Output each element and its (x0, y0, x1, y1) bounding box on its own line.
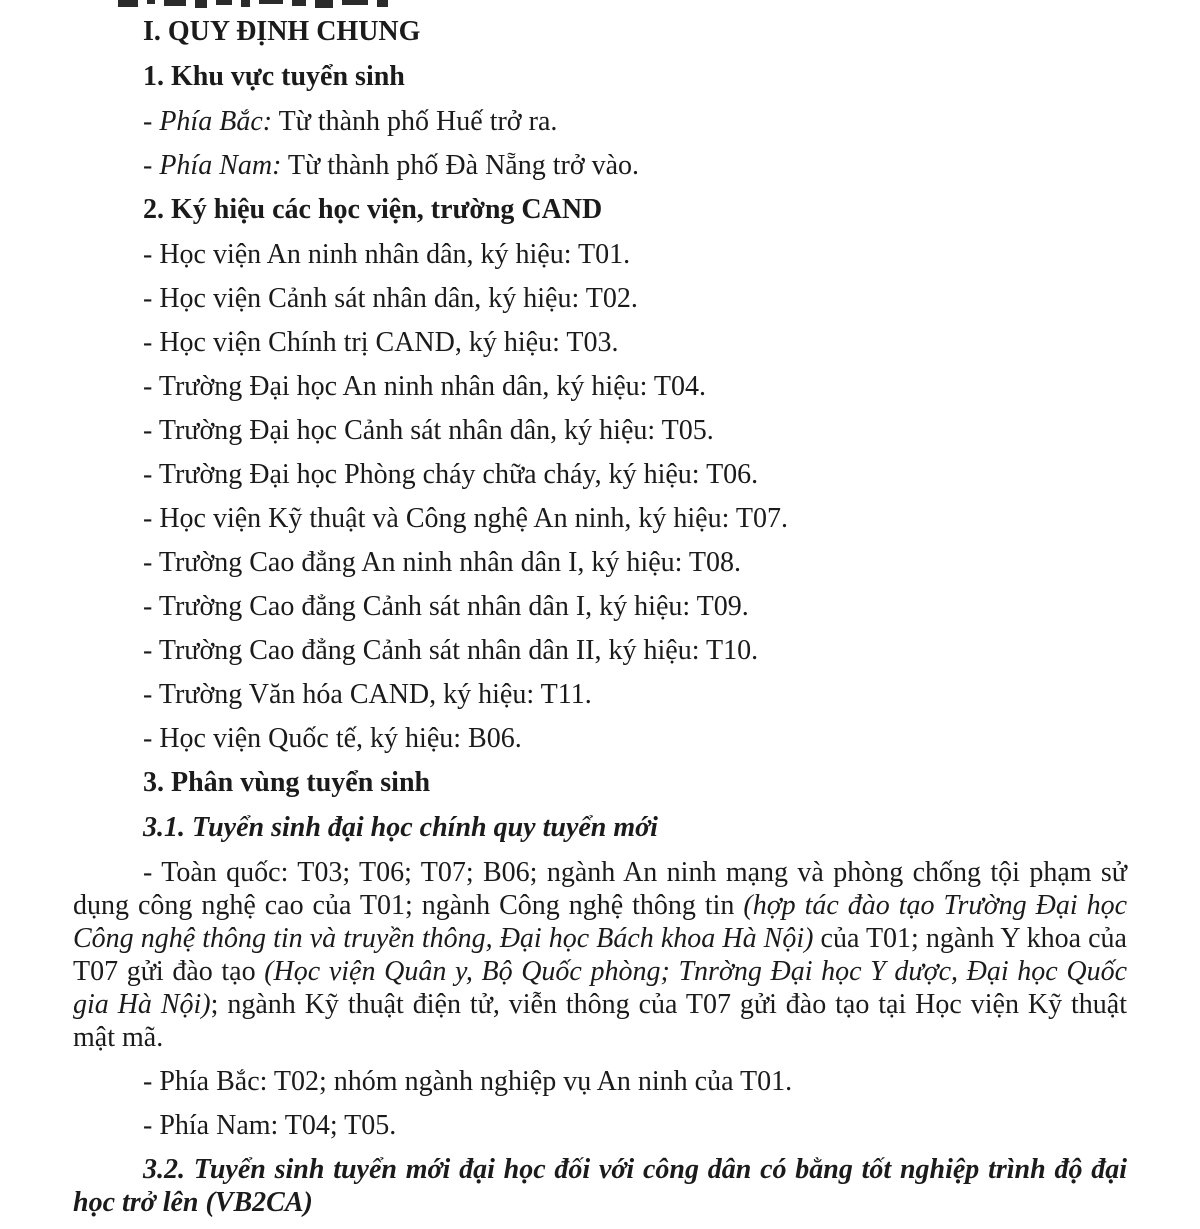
heading-phan-vung (73, 766, 1127, 799)
text-segment: - Trường Cao đẳng An ninh nhân dân I, ký hiệu: T08. (143, 547, 741, 578)
item-t07 (73, 502, 1127, 535)
text-segment: - Học viện An ninh nhân dân, ký hiệu: T01. (143, 239, 631, 270)
text-segment: 3.2. Tuyển sinh tuyển mới đại học đối với công dân có bằng tốt nghiệp trình độ đại học trở lên (VB2CA) (73, 1154, 1127, 1218)
text-segment: - (143, 150, 160, 181)
text-segment: - Trường Đại học Phòng cháy chữa cháy, ký hiệu: T06. (143, 459, 759, 490)
heading-ky-hieu (73, 193, 1127, 226)
item-t03 (73, 326, 1127, 359)
document-content (73, 15, 1127, 1219)
text-segment: Phía Bắc: (159, 106, 273, 137)
text-segment: - Phía Bắc: T02; nhóm ngành nghiệp vụ An ninh của T01. (143, 1066, 793, 1097)
text-segment: 3.1. Tuyển sinh đại học chính quy tuyển mới (143, 812, 658, 843)
text-segment: của T01; ngành Y khoa của T07 gửi đào tạo (73, 923, 1127, 987)
text-segment: 2. Ký hiệu các học viện, trường CAND (143, 194, 603, 225)
text-segment: - Học viện Chính trị CAND, ký hiệu: T03. (143, 327, 619, 358)
text-segment: (hợp tác đào tạo Trường Đại học Công nghệ thông tin và truyền thông, Đại học Bách khoa Hà Nội) (73, 890, 1128, 954)
text-segment: 3. Phân vùng tuyển sinh (143, 767, 431, 798)
text-segment: - Phía Nam: T04; T05. (143, 1110, 397, 1141)
text-segment: - Trường Đại học Cảnh sát nhân dân, ký hiệu: T05. (143, 415, 714, 446)
item-t06 (73, 458, 1127, 491)
item-phia-bac (73, 105, 1127, 138)
item-t11 (73, 678, 1127, 711)
text-segment: Phía Nam: (159, 150, 282, 181)
text-segment: - Trường Đại học An ninh nhân dân, ký hiệu: T04. (143, 371, 706, 402)
text-segment: - Trường Cao đẳng Cảnh sát nhân dân I, ký hiệu: T09. (143, 591, 749, 622)
text-segment: - Trường Cao đẳng Cảnh sát nhân dân II, ký hiệu: T10. (143, 635, 759, 666)
item-t10 (73, 634, 1127, 667)
item-b06 (73, 722, 1127, 755)
clipped-text-remnant (118, 0, 398, 9)
text-segment: 1. Khu vực tuyển sinh (143, 61, 405, 92)
text-segment: - (143, 106, 160, 137)
heading-3-2 (73, 1153, 1127, 1219)
item-t09 (73, 590, 1127, 623)
item-t01 (73, 238, 1127, 271)
text-segment: I. QUY ĐỊNH CHUNG (143, 16, 421, 47)
text-segment: - Học viện Kỹ thuật và Công nghệ An ninh, ký hiệu: T07. (143, 503, 788, 534)
item-phia-nam-3 (73, 1109, 1127, 1142)
text-segment: - Học viện Cảnh sát nhân dân, ký hiệu: T02. (143, 283, 638, 314)
item-t08 (73, 546, 1127, 579)
text-segment: Từ thành phố Huế trở ra. (272, 106, 558, 137)
text-segment: ; ngành Kỹ thuật điện tử, viễn thông của T07 gửi đào tạo tại Học viện Kỹ thuật mật mã. (73, 989, 1128, 1053)
item-t02 (73, 282, 1127, 315)
paragraph-toan-quoc (73, 856, 1127, 1054)
text-segment: (Học viện Quân y, Bộ Quốc phòng; Tnrờng Đại học Y dược, Đại học Quốc gia Hà Nội) (73, 956, 1127, 1020)
heading-3-1 (73, 811, 1127, 844)
text-segment: - Trường Văn hóa CAND, ký hiệu: T11. (143, 679, 592, 710)
section-heading-1 (73, 15, 1127, 48)
item-t04 (73, 370, 1127, 403)
item-phia-nam (73, 149, 1127, 182)
item-t05 (73, 414, 1127, 447)
text-segment: - Toàn quốc: T03; T06; T07; B06; ngành An ninh mạng và phòng chống tội phạm sử dụng công nghệ cao của T01; ngành Công nghệ thông tin (73, 857, 1127, 921)
text-segment: - Học viện Quốc tế, ký hiệu: B06. (143, 723, 522, 754)
text-segment: Từ thành phố Đà Nẵng trở vào. (281, 150, 640, 181)
item-phia-bac-3 (73, 1065, 1127, 1098)
heading-khu-vuc-tuyen-sinh (73, 60, 1127, 93)
